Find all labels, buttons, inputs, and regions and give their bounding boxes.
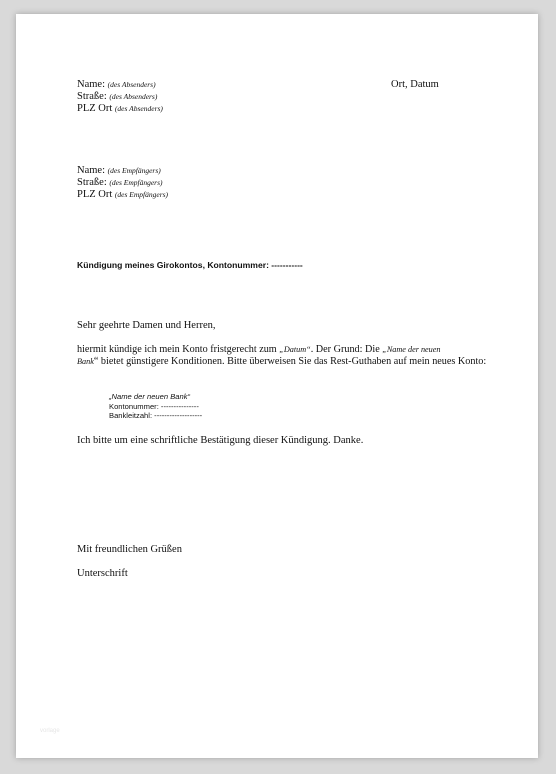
bank-hint-1: „Name der neuen — [382, 345, 441, 354]
body-text-3: “ bietet günstigere Konditionen. Bitte überweisen Sie das Rest-Guthaben auf mein neues Konto: — [93, 356, 487, 368]
sender-street-hint: (des Absenders) — [109, 92, 158, 101]
recipient-street-hint: (des Empfängers) — [109, 178, 163, 187]
recipient-city-line — [77, 189, 168, 201]
recipient-street-label: Straße: — [77, 177, 107, 188]
sender-city-hint: (des Absenders) — [114, 104, 163, 113]
sender-street-line — [77, 91, 157, 103]
letter-page — [16, 14, 538, 758]
bank-name: „Name der neuen Bank“ — [109, 392, 191, 401]
body-text-1: hiermit kündige ich mein Konto fristgerecht zum — [77, 344, 280, 355]
body-text-2: . Der Grund: Die — [310, 344, 383, 355]
bank-code-line: Bankleitzahl: ------------------- — [109, 411, 203, 420]
bank-details — [109, 392, 202, 421]
sender-city-label: PLZ Ort — [77, 103, 113, 114]
subject-line: Kündigung meines Girokontos, Kontonummer: ----------- — [77, 260, 303, 270]
sender-name-hint: (des Absenders) — [107, 80, 156, 89]
bank-hint-2: Bank — [77, 357, 94, 367]
place-date: Ort, Datum — [391, 79, 439, 90]
recipient-name-label: Name: — [77, 165, 105, 176]
sender-name-line — [77, 79, 156, 91]
signature: Unterschrift — [77, 568, 128, 579]
date-hint: „Datum“ — [279, 345, 311, 354]
confirmation-request: Ich bitte um eine schriftliche Bestätigung dieser Kündigung. Danke. — [77, 435, 364, 446]
recipient-city-hint: (des Empfängers) — [114, 190, 169, 199]
watermark: vorlage — [40, 728, 60, 734]
closing: Mit freundlichen Grüßen — [77, 544, 182, 555]
recipient-street-line — [77, 177, 163, 189]
account-number-line: Kontonummer: --------------- — [109, 401, 199, 411]
recipient-name-line — [77, 165, 161, 177]
recipient-city-label: PLZ Ort — [77, 189, 113, 200]
body-paragraph — [77, 344, 497, 369]
salutation: Sehr geehrte Damen und Herren, — [77, 320, 216, 331]
sender-city-line — [77, 103, 163, 115]
recipient-name-hint: (des Empfängers) — [107, 166, 161, 175]
sender-name-label: Name: — [77, 79, 105, 90]
sender-street-label: Straße: — [77, 91, 107, 102]
